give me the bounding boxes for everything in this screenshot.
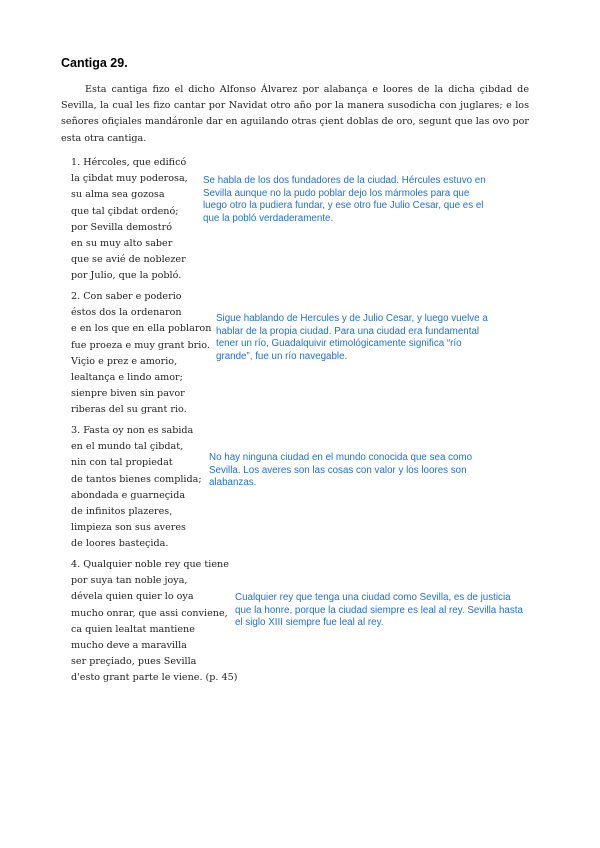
verse-line: Viçio e prez e amorio,: [71, 355, 178, 367]
verse-line: abondada e guarneçida: [71, 489, 186, 501]
verse-line: riberas del su grant rio.: [71, 404, 187, 416]
verse-line: d'esto grant parte le viene. (p. 45): [71, 672, 238, 684]
verse-line: de tantos bienes complida;: [71, 473, 202, 485]
verse-line: sienpre biven sin pavor: [71, 388, 185, 400]
verse-line: éstos dos la ordenaron: [71, 307, 182, 319]
verse-line: e en los que en ella poblaron: [71, 323, 212, 335]
verse-line: de infinitos plazeres,: [71, 506, 173, 518]
annotation-note-2: Sigue hablando de Hercules y de Julio Cesar, y luego vuelve a hablar de la propia ciudad. Para una ciudad era fundamental tener un río, Guadalquivir etimológicamente significa “río grande”, fue un río navegable.: [216, 313, 488, 362]
verse-line: ser preçiado, pues Sevilla: [71, 656, 197, 668]
verse-line: mucho onrar, que assi conviene,: [71, 607, 228, 619]
intro-paragraph: Esta cantiga fizo el dicho Alfonso Álvarez por alabança e loores de la dicha çibdad de Sevilla, la cual les fizo cantar por Navidat otro año por la manera susodicha con juglares; e los señores ofiçiales mandáronle dar en aguilando otras çient doblas de oro, segunt que las ovo por esta otra cantiga.: [61, 84, 529, 144]
stanza-1: [71, 155, 188, 285]
verse-line: en su muy alto saber: [71, 238, 173, 250]
verse-line: limpieza son sus averes: [71, 522, 186, 534]
verse-line: mucho deve a maravilla: [71, 640, 187, 652]
verse-line: por Julio, que la pobló.: [71, 270, 182, 282]
verse-line: que tal çibdat ordenó;: [71, 205, 179, 217]
stanza-4: [71, 557, 237, 687]
annotation-note-1: Se habla de los dos fundadores de la ciudad. Hércules estuvo en Sevilla aunque no la pudo poblar dejo los mármoles para que luego otro la pudiera fundar, y ese otro fue Julio Cesar, que es el que la pobló verdaderamente.: [203, 175, 486, 224]
verse-line: 3. Fasta oy non es sabida: [71, 425, 194, 436]
annotation-note-3: No hay ninguna ciudad en el mundo conocida que sea como Sevilla. Los averes son las cosas con valor y los loores son alabanzas.: [209, 452, 473, 488]
verse-line: fue proeza e muy grant brio.: [71, 339, 210, 351]
verse-line: ca quien lealtat mantiene: [71, 623, 195, 635]
verse-line: la çibdat muy poderosa,: [71, 173, 188, 185]
verse-line: por suya tan noble joya,: [71, 575, 188, 587]
document-title: Cantiga 29.: [61, 56, 128, 70]
stanza-3: [71, 423, 202, 553]
verse-line: su alma sea gozosa: [71, 189, 165, 201]
stanza-2: [71, 289, 211, 419]
verse-line: 2. Con saber e poderio: [71, 291, 182, 302]
verse-line: por Sevilla demostró: [71, 221, 173, 233]
verse-line: dévela quien quier lo oya: [71, 591, 194, 603]
verse-line: lealtança e lindo amor;: [71, 372, 183, 384]
verse-line: que se avié de noblezer: [71, 254, 186, 266]
verse-line: nin con tal propiedat: [71, 457, 173, 469]
verse-line: 4. Qualquier noble rey que tiene: [71, 559, 229, 570]
verse-line: de loores basteçida.: [71, 538, 169, 550]
annotation-note-4: Cualquier rey que tenga una ciudad como Sevilla, es de justicia que la honre, porque la ciudad siempre es leal al rey. Sevilla hasta el siglo XIII siempre fue leal al rey.: [235, 592, 523, 628]
verse-line: en el mundo tal çibdat,: [71, 441, 184, 453]
verse-line: 1. Hércoles, que edificó: [71, 157, 187, 168]
